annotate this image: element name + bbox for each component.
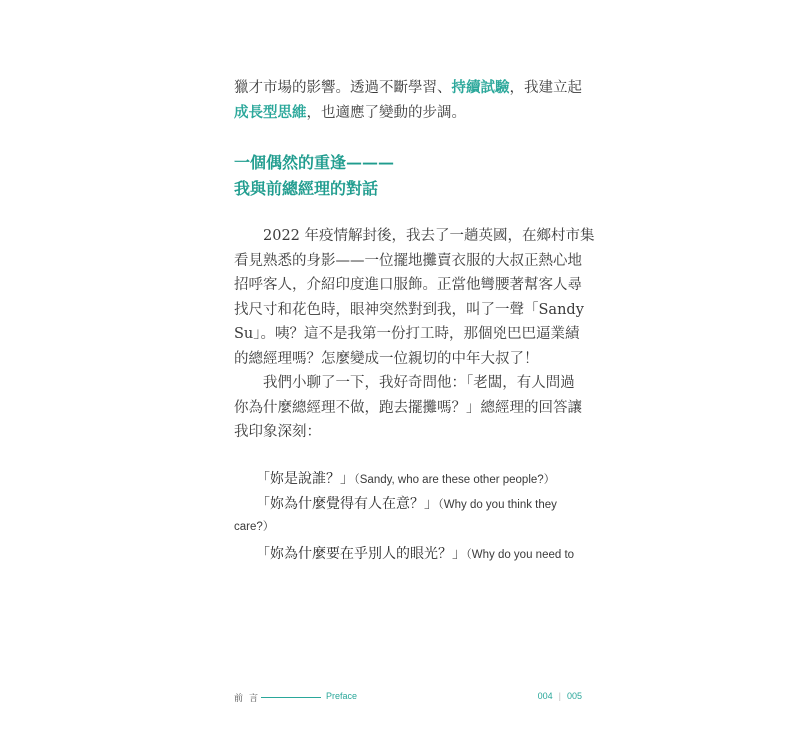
intro-text: ，也適應了變動的步調。: [306, 104, 466, 121]
body-line: 招呼客人，介紹印度進口服飾。正當他彎腰著幫客人尋: [234, 277, 582, 293]
intro-line-2: [234, 101, 584, 126]
quote-zh: 「妳是說誰？」: [256, 471, 354, 487]
body-line: 看見熟悉的身影——一位擺地攤賣衣服的大叔正熱心地: [234, 252, 582, 269]
body-paragraph: [234, 224, 595, 445]
body-line: 我們小聊了一下，我好奇問他：「老闆，有人問過: [234, 375, 575, 391]
page-separator: |: [558, 691, 561, 701]
body-line: 找尺寸和花色時，眼神突然對到我，叫了一聲「Sandy: [234, 301, 584, 318]
quote-en: care?）: [234, 521, 275, 533]
section-heading-line-1: 一個偶然的重逢———: [234, 153, 395, 172]
highlight-phrase: 持續試驗: [451, 79, 510, 96]
page-footer: [234, 689, 582, 707]
highlight-phrase: 成長型思維: [234, 103, 307, 121]
intro-paragraph: [234, 76, 584, 125]
quote-2: [256, 493, 557, 513]
footer-rule: [261, 697, 321, 698]
footer-section-english: Preface: [326, 691, 358, 701]
body-line: 你為什麼總經理不做，跑去擺攤嗎？」總經理的回答讓: [234, 399, 582, 416]
intro-line-1: [234, 76, 584, 101]
body-line: 我印象深刻：: [234, 424, 321, 440]
quote-zh: 「妳為什麼覺得有人在意？」: [256, 496, 438, 512]
page-number-right: 005: [566, 691, 582, 701]
page-numbers: [538, 691, 582, 701]
footer-section-label: 前言: [234, 694, 265, 704]
page-number-left: 004: [537, 691, 553, 701]
quote-en: （Sandy, who are these other people?）: [354, 474, 556, 486]
body-line: Su」。咦？這不是我第一份打工時，那個兇巴巴逼業績: [234, 326, 580, 342]
quote-1: [256, 468, 555, 488]
quote-en: （Why do you need to: [466, 549, 575, 561]
section-heading-line-2: 我與前總經理的對話: [234, 179, 379, 198]
quote-en: （Why do you think they: [438, 499, 557, 511]
body-line: 2022 年疫情解封後，我去了一趟英國，在鄉村市集: [234, 228, 595, 244]
quote-zh: 「妳為什麼要在乎別人的眼光？」: [256, 546, 466, 562]
intro-text: 獵才市場的影響。透過不斷學習、: [234, 80, 452, 96]
body-line: 的總經理嗎？怎麼變成一位親切的中年大叔了！: [234, 350, 539, 367]
quote-3: [256, 543, 574, 563]
quote-2-continued: [234, 518, 274, 534]
intro-text: ，我建立起: [509, 80, 582, 96]
